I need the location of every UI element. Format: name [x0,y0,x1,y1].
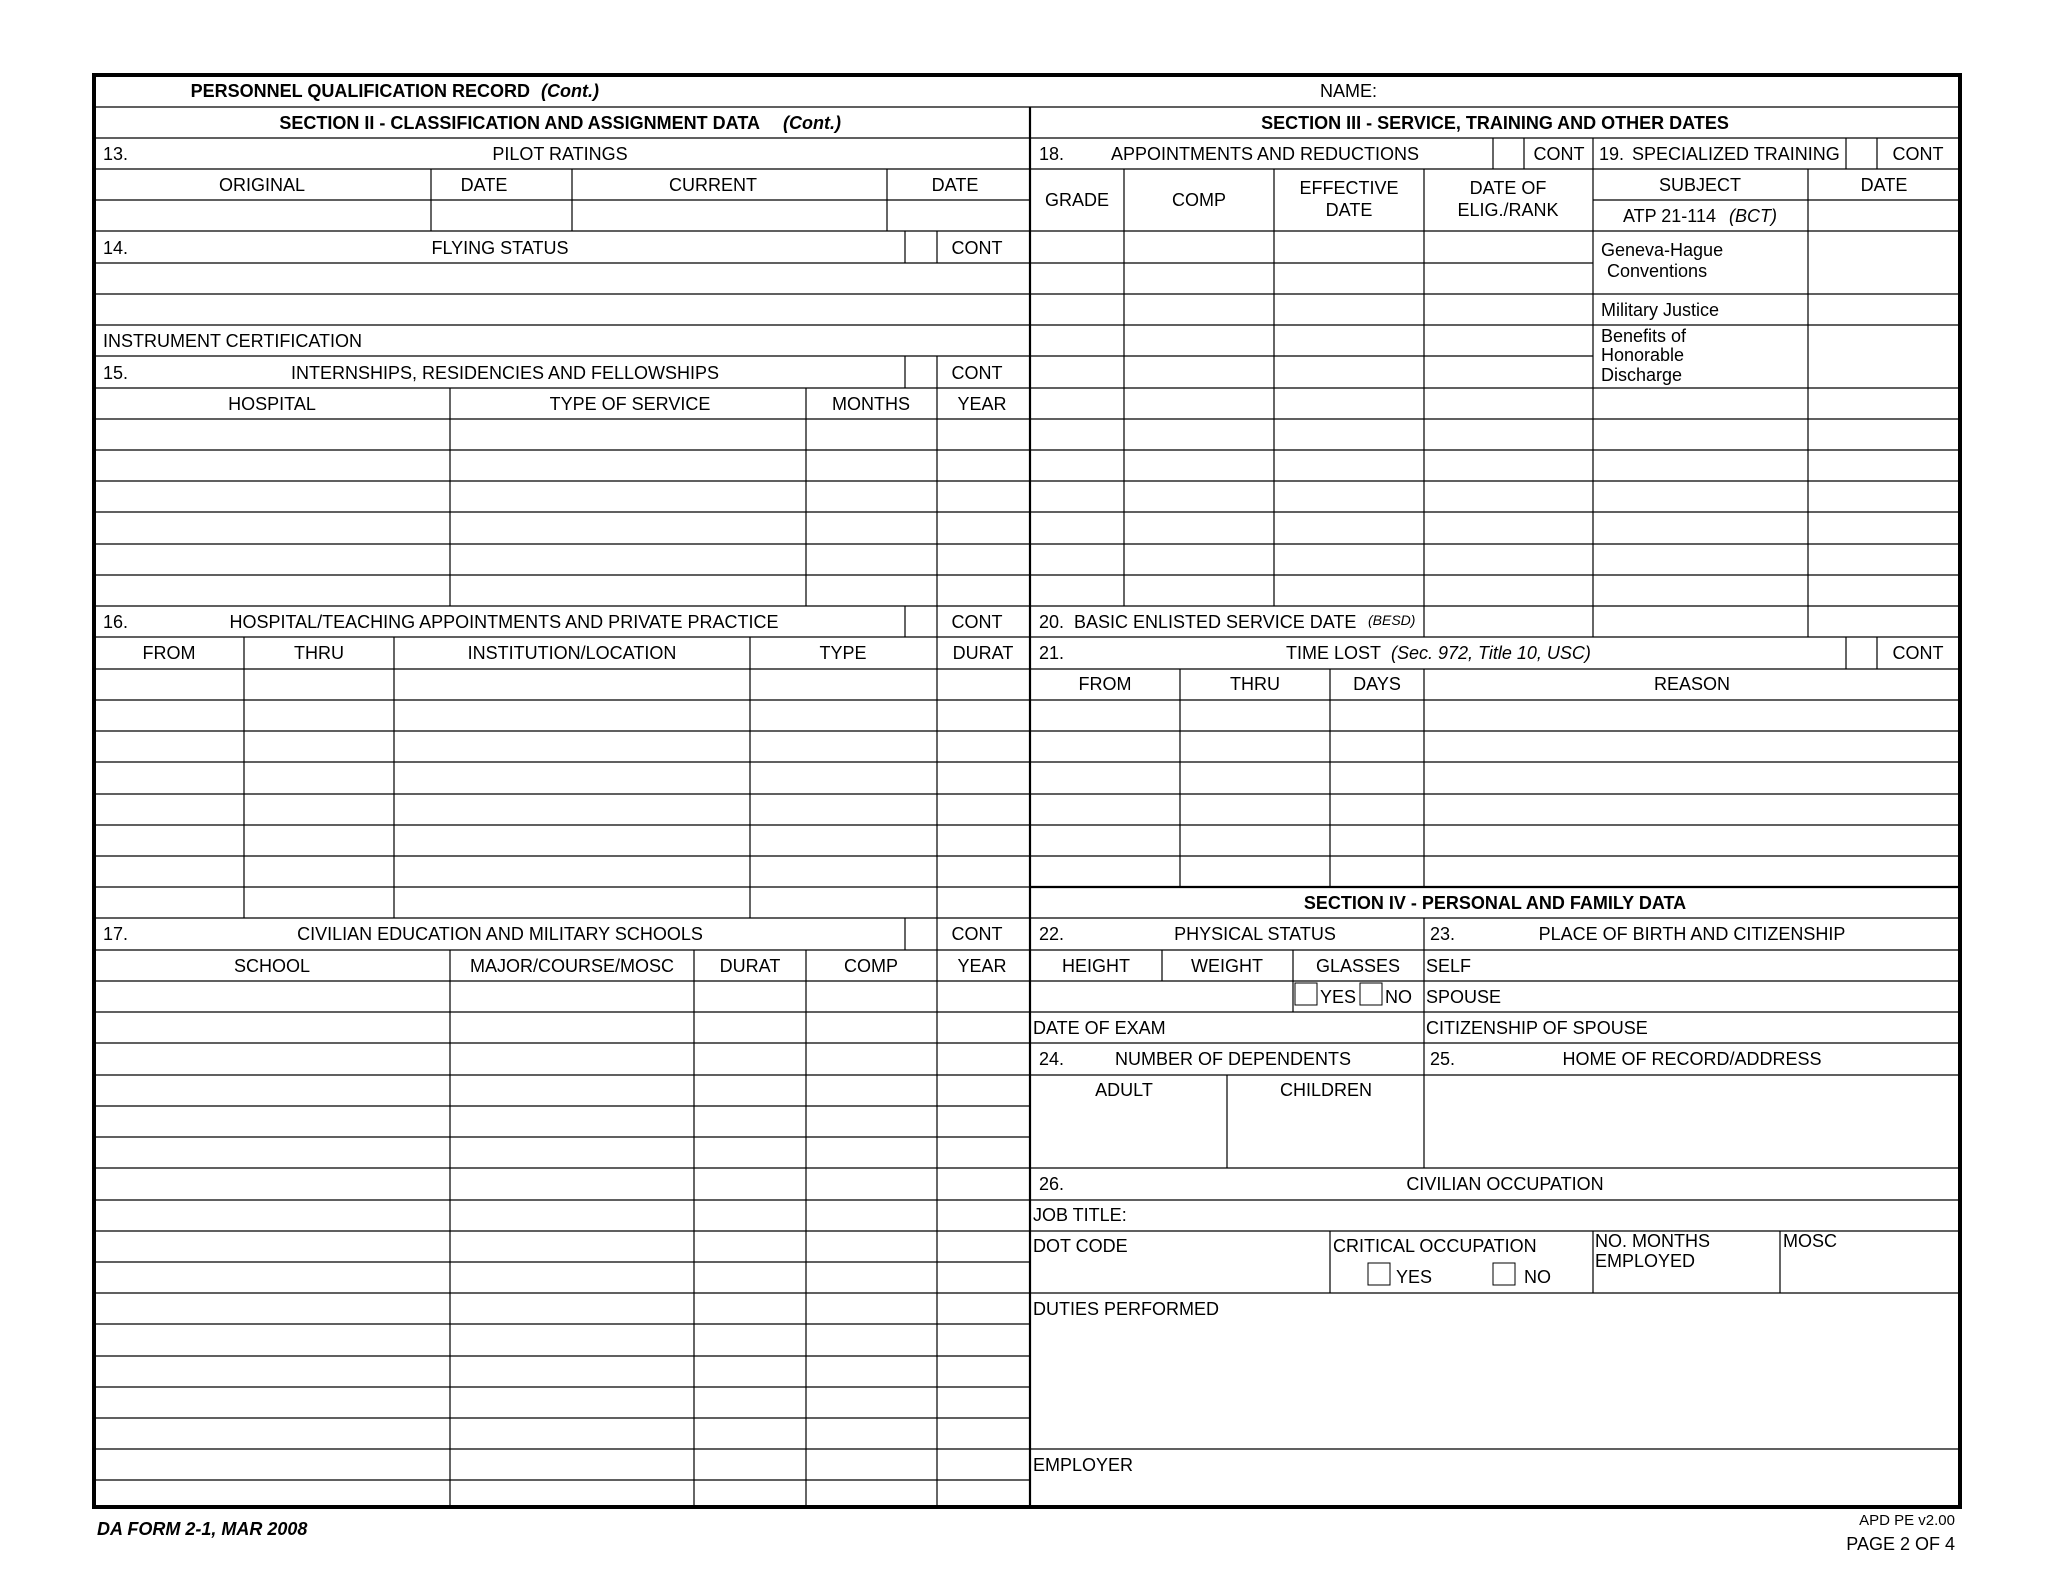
item-14-cont: CONT [951,238,1003,258]
item-15-title: INTERNSHIPS, RESIDENCIES AND FELLOWSHIPS [290,363,720,383]
critical-occupation-yes-label: YES [1396,1267,1433,1287]
item-18-number: 18. [1039,144,1065,164]
item-19-number: 19. [1599,144,1625,164]
item-22-title: PHYSICAL STATUS [1174,924,1336,944]
item-21-col-reason: REASON [1653,674,1731,694]
critical-occupation-no-label: NO [1524,1267,1551,1287]
item-23-self-label: SELF [1426,956,1472,976]
item-15-col-type: TYPE OF SERVICE [549,394,711,414]
item-16-title: HOSPITAL/TEACHING APPOINTMENTS AND PRIVATE PRACTICE [229,612,779,632]
item-13-number: 13. [103,144,129,164]
duties-performed-label: DUTIES PERFORMED [1033,1299,1220,1319]
months-employed-line-1: NO. MONTHS [1595,1231,1710,1251]
item-23-spouse-label: SPOUSE [1426,987,1502,1007]
item-24-adult-label: ADULT [1095,1080,1153,1100]
months-employed-line-2: EMPLOYED [1595,1251,1696,1271]
instrument-certification-label: INSTRUMENT CERTIFICATION [103,331,363,351]
item-18-col-grade: GRADE [1044,190,1110,210]
item-19-title: SPECIALIZED TRAINING [1632,144,1840,164]
item-13-col-original: ORIGINAL [218,175,306,195]
item-23-citizenship-spouse-label: CITIZENSHIP OF SPOUSE [1426,1018,1648,1038]
item-14-title: FLYING STATUS [431,238,569,258]
critical-occupation-yes-checkbox[interactable] [1368,1263,1390,1285]
item-19-atp: ATP 21-114 [1622,206,1716,226]
item-24-title: NUMBER OF DEPENDENTS [1114,1049,1352,1069]
item-25-title: HOME OF RECORD/ADDRESS [1562,1049,1822,1069]
item-23-number: 23. [1430,924,1456,944]
item-17-col-comp: COMP [844,956,898,976]
item-20-number: 20. [1039,612,1065,632]
item-15-col-year: YEAR [957,394,1007,414]
item-20-title: BASIC ENLISTED SERVICE DATE [1074,612,1357,632]
item-16-col-from: FROM [142,643,196,663]
form-id: DA FORM 2-1, MAR 2008 [97,1519,308,1539]
item-26-number: 26. [1039,1174,1065,1194]
item-18-col-elig-2: ELIG./RANK [1457,200,1559,220]
section-2-title-cont: (Cont.) [783,113,841,133]
form-title-cont: (Cont.) [541,81,599,101]
item-16-col-type: TYPE [819,643,867,663]
item-19-geneva-line-1: Geneva-Hague [1601,240,1724,260]
form-title: PERSONNEL QUALIFICATION RECORD [190,81,530,101]
item-21-col-from: FROM [1078,674,1132,694]
item-16-col-institution: INSTITUTION/LOCATION [467,643,677,663]
glasses-no-checkbox[interactable] [1360,983,1382,1005]
item-17-cont: CONT [951,924,1003,944]
section-4-title: SECTION IV - PERSONAL AND FAMILY DATA [1303,893,1687,913]
glasses-no-label: NO [1385,987,1412,1007]
item-22-col-height: HEIGHT [1061,956,1131,976]
glasses-yes-label: YES [1320,987,1357,1007]
item-19-cont: CONT [1892,144,1944,164]
item-14-number: 14. [103,238,129,258]
item-19-benefits-line-1: Benefits of [1601,326,1687,346]
item-13-col-date: DATE [460,175,508,195]
item-22-number: 22. [1039,924,1065,944]
item-19-benefits-line-2: Honorable [1601,345,1685,365]
item-19-benefits-line-3: Discharge [1601,365,1683,385]
critical-occupation-label: CRITICAL OCCUPATION [1333,1236,1537,1256]
employer-label: EMPLOYER [1033,1455,1134,1475]
item-21-number: 21. [1039,643,1065,663]
item-18-cont: CONT [1533,144,1585,164]
item-15-number: 15. [103,363,129,383]
item-17-col-major: MAJOR/COURSE/MOSC [469,956,675,976]
item-23-title: PLACE OF BIRTH AND CITIZENSHIP [1538,924,1846,944]
item-18-col-comp: COMP [1172,190,1226,210]
item-16-col-durat: DURAT [952,643,1014,663]
item-22-col-glasses: GLASSES [1315,956,1401,976]
item-25-number: 25. [1430,1049,1456,1069]
section-2-title: SECTION II - CLASSIFICATION AND ASSIGNMENT DATA [279,113,760,133]
section-3-title: SECTION III - SERVICE, TRAINING AND OTHER DATES [1261,113,1729,133]
item-18-col-effective-1: EFFECTIVE [1299,178,1399,198]
critical-occupation-no-checkbox[interactable] [1493,1263,1515,1285]
item-13-col-current: CURRENT [669,175,757,195]
item-15-cont: CONT [951,363,1003,383]
item-17-col-school: SCHOOL [233,956,311,976]
item-24-number: 24. [1039,1049,1065,1069]
item-15-col-months: MONTHS [832,394,910,414]
item-15-col-hospital: HOSPITAL [228,394,316,414]
item-19-geneva-line-2: Conventions [1607,261,1708,281]
item-17-col-durat: DURAT [719,956,781,976]
item-19-atp-suffix: (BCT) [1729,206,1777,226]
item-16-cont: CONT [951,612,1003,632]
item-18-col-effective-2: DATE [1325,200,1373,220]
dot-code-label: DOT CODE [1033,1236,1128,1256]
mosc-label: MOSC [1783,1231,1837,1251]
item-19-col-subject: SUBJECT [1658,175,1742,195]
item-21-cont: CONT [1892,643,1944,663]
date-of-exam-label: DATE OF EXAM [1033,1018,1166,1038]
item-26-title: CIVILIAN OCCUPATION [1406,1174,1604,1194]
item-20-suffix: (BESD) [1368,612,1416,628]
item-21-title: TIME LOST [1285,643,1381,663]
glasses-yes-checkbox[interactable] [1295,983,1317,1005]
item-18-col-elig-1: DATE OF [1469,178,1547,198]
item-17-number: 17. [103,924,129,944]
item-22-col-weight: WEIGHT [1191,956,1263,976]
item-19-military-justice: Military Justice [1601,300,1720,320]
item-24-children-label: CHILDREN [1279,1080,1373,1100]
item-16-number: 16. [103,612,129,632]
item-17-col-year: YEAR [957,956,1007,976]
item-21-suffix: (Sec. 972, Title 10, USC) [1391,643,1591,663]
item-16-col-thru: THRU [294,643,344,663]
item-17-title: CIVILIAN EDUCATION AND MILITARY SCHOOLS [297,924,703,944]
outer-frame [94,75,1960,1507]
item-21-col-thru: THRU [1230,674,1280,694]
form-grid-lines [94,75,1960,1507]
form-version: APD PE v2.00 [1859,1512,1955,1529]
item-21-col-days: DAYS [1353,674,1401,694]
item-19-col-date: DATE [1860,175,1908,195]
item-18-title: APPOINTMENTS AND REDUCTIONS [1110,144,1420,164]
item-13-col-date-2: DATE [931,175,979,195]
page-number: PAGE 2 OF 4 [1846,1534,1955,1554]
item-13-title: PILOT RATINGS [492,144,628,164]
job-title-label: JOB TITLE: [1033,1205,1127,1225]
name-label: NAME: [1320,81,1378,101]
